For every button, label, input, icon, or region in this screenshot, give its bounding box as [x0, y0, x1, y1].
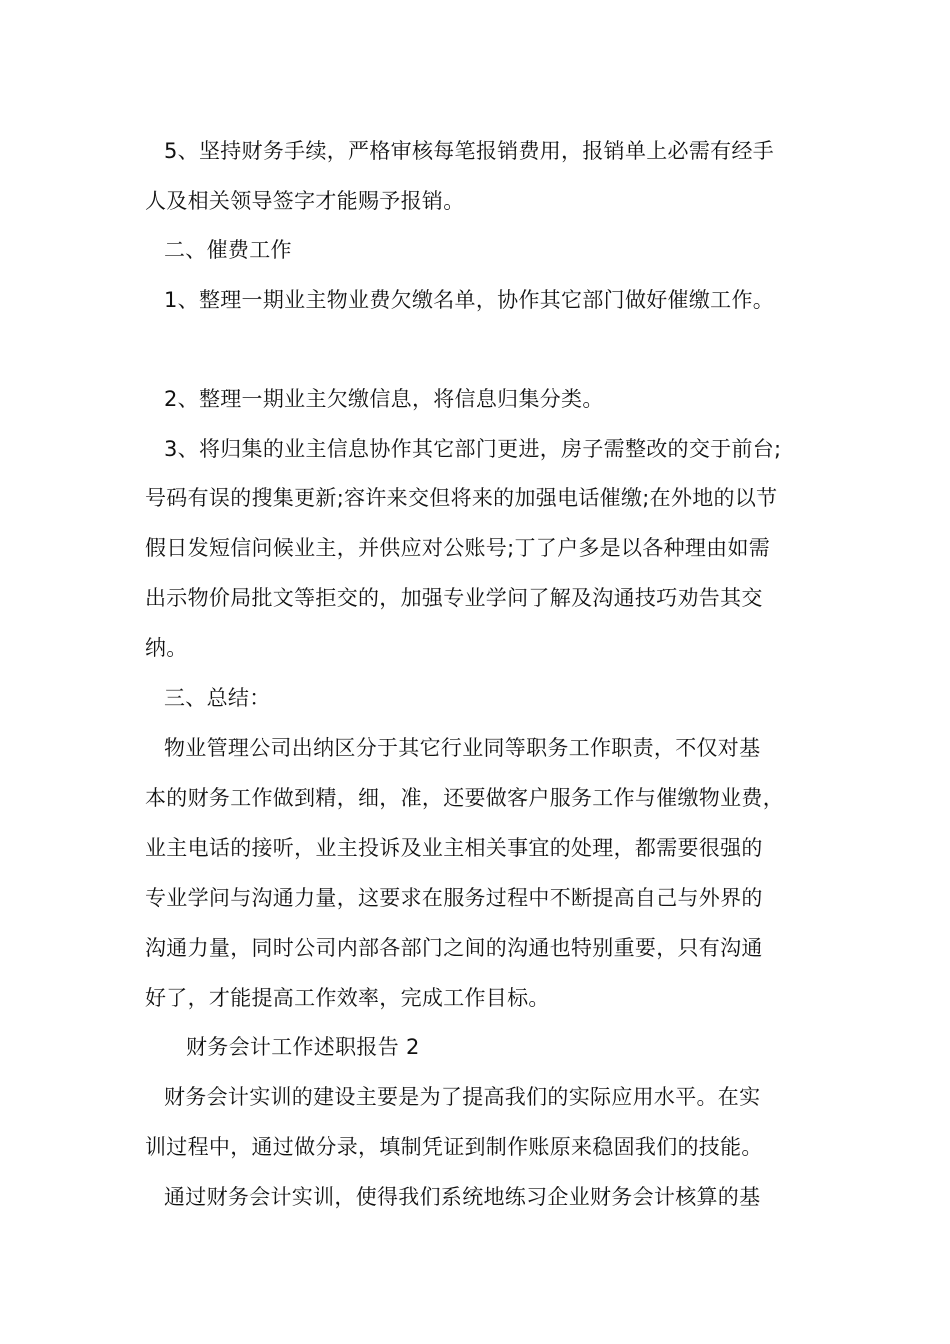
- paragraph-line: 本的财务工作做到精，细，准，还要做客户服务工作与催缴物业费，: [145, 786, 784, 810]
- paragraph-line: 假日发短信问候业主，并供应对公账号;丁了户多是以各种理由如需: [145, 536, 771, 560]
- paragraph-line: 物业管理公司出纳区分于其它行业同等职务工作职责，不仅对基: [164, 736, 761, 760]
- paragraph-line: 专业学问与沟通力量，这要求在服务过程中不断提高自己与外界的: [145, 886, 763, 910]
- section-heading: 三、总结：: [164, 686, 271, 710]
- paragraph-line: 3、将归集的业主信息协作其它部门更进，房子需整改的交于前台;: [164, 437, 782, 461]
- report-title: 财务会计工作述职报告 2: [186, 1035, 420, 1059]
- paragraph-line: 人及相关领导签字才能赐予报销。: [145, 189, 465, 213]
- paragraph-line: 业主电话的接听，业主投诉及业主相关事宜的处理，都需要很强的: [145, 836, 763, 860]
- paragraph-line: 通过财务会计实训，使得我们系统地练习企业财务会计核算的基: [164, 1185, 761, 1209]
- paragraph-line: 财务会计实训的建设主要是为了提高我们的实际应用水平。在实: [164, 1085, 761, 1109]
- paragraph-line: 纳。: [145, 636, 188, 660]
- paragraph-line: 号码有误的搜集更新;容许来交但将来的加强电话催缴;在外地的以节: [145, 486, 778, 510]
- paragraph-line: 2、整理一期业主欠缴信息，将信息归集分类。: [164, 387, 604, 411]
- paragraph-line: 5、坚持财务手续，严格审核每笔报销费用，报销单上必需有经手: [164, 139, 775, 163]
- section-heading: 二、催费工作: [164, 238, 292, 262]
- paragraph-line: 沟通力量，同时公司内部各部门之间的沟通也特别重要，只有沟通: [145, 936, 763, 960]
- paragraph-line: 1、整理一期业主物业费欠缴名单，协作其它部门做好催缴工作。: [164, 288, 775, 312]
- paragraph-line: 出示物价局批文等拒交的，加强专业学问了解及沟通技巧劝告其交: [145, 586, 763, 610]
- paragraph-line: 好了，才能提高工作效率，完成工作目标。: [145, 986, 550, 1010]
- paragraph-line: 训过程中，通过做分录，填制凭证到制作账原来稳固我们的技能。: [145, 1135, 763, 1159]
